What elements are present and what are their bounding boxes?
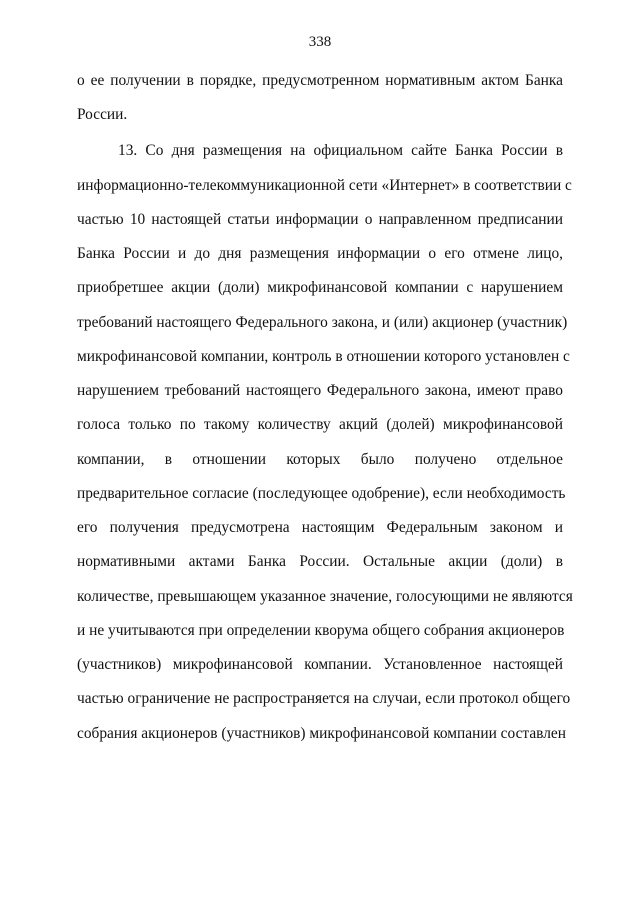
text-line: частью 10 настоящей статьи информации о направленном предписании [77, 211, 563, 228]
text-line: количестве, превышающем указанное значение, голосующими не являются [77, 588, 573, 605]
text-line: предварительное согласие (последующее одобрение), если необходимость [77, 485, 566, 502]
text-line: приобретшее акции (доли) микрофинансовой компании с нарушением [77, 279, 563, 296]
text-line: требований настоящего Федерального закона, и (или) акционер (участник) [77, 314, 568, 331]
text-line: и не учитываются при определении кворума общего собрания акционеров [77, 622, 565, 639]
page-number: 338 [308, 34, 332, 50]
text-line: России. [77, 106, 128, 123]
text-line: собрания акционеров (участников) микрофинансовой компании составлен [77, 725, 566, 742]
text-line: компании, в отношении которых было получено отдельное [77, 451, 563, 468]
text-line: нормативными актами Банка России. Остальные акции (доли) в [77, 553, 563, 570]
paragraph-start-line: 13. Со дня размещения на официальном сайте Банка России в [118, 142, 563, 159]
text-line: частью ограничение не распространяется на случаи, если протокол общего [77, 690, 571, 707]
text-line: информационно-телекоммуникационной сети «Интернет» в соответствии с [77, 177, 572, 194]
text-line: (участников) микрофинансовой компании. Установленное настоящей [77, 656, 563, 673]
text-line: микрофинансовой компании, контроль в отношении которого установлен с [77, 348, 570, 365]
text-line: голоса только по такому количеству акций (долей) микрофинансовой [77, 416, 563, 433]
text-line: о ее получении в порядке, предусмотренном нормативным актом Банка [77, 72, 563, 89]
text-line: его получения предусмотрена настоящим Федеральным законом и [77, 519, 563, 536]
text-line: нарушением требований настоящего Федерального закона, имеют право [77, 382, 563, 399]
text-line: Банка России и до дня размещения информации о его отмене лицо, [77, 245, 563, 262]
